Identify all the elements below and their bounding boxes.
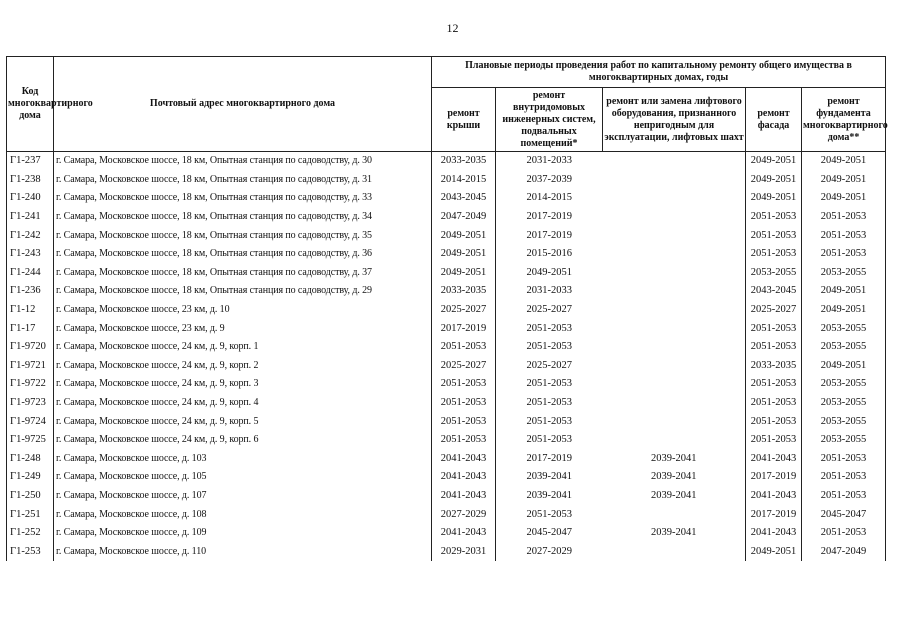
cell-systems: 2037-2039 <box>526 173 572 185</box>
cell-roof: 2033-2035 <box>432 282 496 301</box>
table-row <box>7 524 886 543</box>
cell-systems: 2051-2053 <box>526 415 572 427</box>
cell-facade: 2041-2043 <box>746 487 802 506</box>
cell-code: Г1-241 <box>7 208 54 227</box>
cell-code: Г1-9724 <box>7 412 54 431</box>
cell-roof: 2051-2053 <box>432 394 496 413</box>
table-row <box>7 171 886 190</box>
cell-roof: 2033-2035 <box>432 152 496 171</box>
cell-facade: 2033-2035 <box>746 357 802 376</box>
table-row <box>7 152 886 171</box>
table-row <box>7 245 886 264</box>
cell-elevator <box>603 245 746 264</box>
cell-elevator <box>603 319 746 338</box>
cell-facade: 2041-2043 <box>746 450 802 469</box>
table-row <box>7 282 886 301</box>
table-row <box>7 468 886 487</box>
cell-facade: 2051-2053 <box>746 226 802 245</box>
cell-code: Г1-242 <box>7 226 54 245</box>
table-row <box>7 226 886 245</box>
cell-facade: 2051-2053 <box>746 394 802 413</box>
cell-systems: 2051-2053 <box>526 322 572 334</box>
cell-address: г. Самара, Московское шоссе, 18 км, Опытная станция по садоводству, д. 35 <box>56 229 372 241</box>
cell-address: г. Самара, Московское шоссе, д. 105 <box>56 471 207 483</box>
cell-code: Г1-252 <box>7 524 54 543</box>
cell-roof: 2051-2053 <box>432 412 496 431</box>
table-row <box>7 208 886 227</box>
cell-systems: 2049-2051 <box>526 266 572 278</box>
table-row <box>7 505 886 524</box>
cell-roof: 2025-2027 <box>432 301 496 320</box>
cell-facade: 2049-2051 <box>746 171 802 190</box>
cell-roof: 2041-2043 <box>432 450 496 469</box>
cell-code: Г1-9722 <box>7 375 54 394</box>
cell-foundation: 2051-2053 <box>802 226 886 245</box>
cell-roof: 2049-2051 <box>432 264 496 283</box>
cell-roof: 2047-2049 <box>432 208 496 227</box>
cell-systems: 2051-2053 <box>526 341 572 353</box>
cell-foundation: 2047-2049 <box>802 542 886 561</box>
header-facade: ремонт фасада <box>746 88 802 152</box>
cell-systems: 2039-2041 <box>526 489 572 501</box>
cell-code: Г1-240 <box>7 189 54 208</box>
cell-elevator: 2039-2041 <box>651 489 697 501</box>
table-row <box>7 338 886 357</box>
cell-facade: 2051-2053 <box>746 338 802 357</box>
cell-code: Г1-249 <box>7 468 54 487</box>
table-row <box>7 412 886 431</box>
cell-code: Г1-17 <box>7 319 54 338</box>
cell-elevator <box>603 375 746 394</box>
cell-facade: 2049-2051 <box>746 189 802 208</box>
table-row <box>7 450 886 469</box>
cell-elevator <box>603 412 746 431</box>
cell-roof: 2049-2051 <box>432 245 496 264</box>
cell-roof: 2027-2029 <box>432 505 496 524</box>
table-row <box>7 431 886 450</box>
cell-foundation: 2049-2051 <box>802 357 886 376</box>
cell-address: г. Самара, Московское шоссе, д. 110 <box>56 545 207 557</box>
cell-address: г. Самара, Московское шоссе, 18 км, Опытная станция по садоводству, д. 33 <box>56 192 372 204</box>
cell-facade: 2017-2019 <box>746 505 802 524</box>
cell-address: г. Самара, Московское шоссе, 23 км, д. 9 <box>56 322 225 334</box>
cell-facade: 2053-2055 <box>746 264 802 283</box>
cell-facade: 2051-2053 <box>746 375 802 394</box>
cell-elevator <box>603 505 746 524</box>
cell-foundation: 2049-2051 <box>802 189 886 208</box>
cell-systems: 2031-2033 <box>526 285 572 297</box>
cell-roof: 2014-2015 <box>432 171 496 190</box>
cell-code: Г1-9725 <box>7 431 54 450</box>
cell-facade: 2041-2043 <box>746 524 802 543</box>
cell-systems: 2014-2015 <box>526 192 572 204</box>
cell-code: Г1-9720 <box>7 338 54 357</box>
cell-address: г. Самара, Московское шоссе, 18 км, Опытная станция по садоводству, д. 36 <box>56 248 372 260</box>
cell-foundation: 2051-2053 <box>802 524 886 543</box>
cell-elevator: 2039-2041 <box>651 471 697 483</box>
cell-facade: 2051-2053 <box>746 319 802 338</box>
cell-address: г. Самара, Московское шоссе, д. 107 <box>56 489 207 501</box>
cell-foundation: 2053-2055 <box>802 375 886 394</box>
cell-foundation: 2051-2053 <box>802 245 886 264</box>
cell-code: Г1-253 <box>7 542 54 561</box>
cell-systems: 2051-2053 <box>526 397 572 409</box>
cell-roof: 2017-2019 <box>432 319 496 338</box>
cell-address: г. Самара, Московское шоссе, 18 км, Опытная станция по садоводству, д. 34 <box>56 211 372 223</box>
cell-code: Г1-237 <box>7 152 54 171</box>
cell-elevator <box>603 394 746 413</box>
cell-roof: 2051-2053 <box>432 431 496 450</box>
table-row <box>7 301 886 320</box>
cell-facade: 2051-2053 <box>746 412 802 431</box>
table-row <box>7 487 886 506</box>
header-periods: Плановые периоды проведения работ по капитальному ремонту общего имущества в многоквартирных домах, годы <box>432 57 886 88</box>
table-body <box>7 152 886 562</box>
cell-foundation: 2045-2047 <box>802 505 886 524</box>
cell-roof: 2051-2053 <box>432 375 496 394</box>
cell-code: Г1-9721 <box>7 357 54 376</box>
cell-address: г. Самара, Московское шоссе, 23 км, д. 10 <box>56 304 230 316</box>
cell-code: Г1-244 <box>7 264 54 283</box>
cell-address: г. Самара, Московское шоссе, д. 109 <box>56 527 207 539</box>
cell-roof: 2049-2051 <box>432 226 496 245</box>
cell-roof: 2041-2043 <box>432 524 496 543</box>
cell-code: Г1-12 <box>7 301 54 320</box>
cell-systems: 2051-2053 <box>526 378 572 390</box>
cell-foundation: 2051-2053 <box>802 487 886 506</box>
table-row <box>7 264 886 283</box>
cell-code: Г1-236 <box>7 282 54 301</box>
table-header <box>7 57 886 152</box>
cell-systems: 2025-2027 <box>526 304 572 316</box>
cell-foundation: 2053-2055 <box>802 319 886 338</box>
cell-foundation: 2049-2051 <box>802 152 886 171</box>
cell-address: г. Самара, Московское шоссе, 24 км, д. 9, корп. 4 <box>56 397 259 409</box>
cell-facade: 2051-2053 <box>746 431 802 450</box>
cell-foundation: 2053-2055 <box>802 338 886 357</box>
cell-code: Г1-9723 <box>7 394 54 413</box>
cell-address: г. Самара, Московское шоссе, 18 км, Опытная станция по садоводству, д. 30 <box>54 152 432 171</box>
cell-foundation: 2053-2055 <box>802 394 886 413</box>
cell-facade: 2049-2051 <box>746 542 802 561</box>
cell-foundation: 2053-2055 <box>802 431 886 450</box>
cell-systems: 2051-2053 <box>526 508 572 520</box>
cell-roof: 2041-2043 <box>432 468 496 487</box>
cell-roof: 2029-2031 <box>432 542 496 561</box>
cell-foundation: 2053-2055 <box>802 412 886 431</box>
header-elevator: ремонт или замена лифтового оборудования, признанного непригодным для эксплуатации, лифтовых шахт <box>603 88 746 152</box>
cell-systems: 2017-2019 <box>526 452 572 464</box>
cell-address: г. Самара, Московское шоссе, 24 км, д. 9, корп. 3 <box>56 378 259 390</box>
table-row <box>7 542 886 561</box>
cell-elevator <box>603 264 746 283</box>
cell-elevator <box>603 357 746 376</box>
cell-address: г. Самара, Московское шоссе, д. 103 <box>56 452 207 464</box>
cell-elevator <box>603 152 746 171</box>
cell-code: Г1-238 <box>7 171 54 190</box>
cell-facade: 2025-2027 <box>746 301 802 320</box>
cell-facade: 2049-2051 <box>746 152 802 171</box>
cell-elevator <box>603 338 746 357</box>
cell-code: Г1-243 <box>7 245 54 264</box>
cell-elevator <box>603 431 746 450</box>
cell-elevator: 2039-2041 <box>651 527 697 539</box>
cell-foundation: 2049-2051 <box>802 301 886 320</box>
header-address: Почтовый адрес многоквартирного дома <box>54 57 432 152</box>
header-roof: ремонт крыши <box>432 88 496 152</box>
cell-foundation: 2051-2053 <box>802 208 886 227</box>
cell-systems: 2025-2027 <box>526 359 572 371</box>
cell-roof: 2041-2043 <box>432 487 496 506</box>
cell-facade: 2017-2019 <box>746 468 802 487</box>
cell-address: г. Самара, Московское шоссе, 24 км, д. 9, корп. 2 <box>56 359 259 371</box>
cell-foundation: 2053-2055 <box>802 264 886 283</box>
table-row <box>7 394 886 413</box>
cell-elevator <box>603 189 746 208</box>
cell-foundation: 2051-2053 <box>802 450 886 469</box>
cell-code: Г1-250 <box>7 487 54 506</box>
cell-foundation: 2049-2051 <box>802 282 886 301</box>
cell-foundation: 2049-2051 <box>802 171 886 190</box>
header-systems: ремонт внутридомовых инженерных систем, подвальных помещений* <box>496 88 603 152</box>
cell-systems: 2017-2019 <box>526 229 572 241</box>
repair-schedule-table <box>6 56 886 561</box>
cell-address: г. Самара, Московское шоссе, 24 км, д. 9, корп. 1 <box>56 341 259 353</box>
cell-elevator <box>603 226 746 245</box>
cell-elevator <box>603 542 746 561</box>
cell-address: г. Самара, Московское шоссе, 18 км, Опытная станция по садоводству, д. 37 <box>56 266 372 278</box>
header-code: Код многоквартирного дома <box>7 57 54 152</box>
cell-elevator <box>603 171 746 190</box>
header-foundation: ремонт фундамента многоквартирного дома** <box>802 88 886 152</box>
cell-address: г. Самара, Московское шоссе, 24 км, д. 9, корп. 6 <box>56 434 259 446</box>
cell-facade: 2051-2053 <box>746 245 802 264</box>
cell-systems: 2051-2053 <box>526 434 572 446</box>
cell-systems: 2039-2041 <box>526 471 572 483</box>
cell-systems: 2015-2016 <box>526 248 572 260</box>
cell-elevator <box>603 208 746 227</box>
cell-roof: 2043-2045 <box>432 189 496 208</box>
cell-address: г. Самара, Московское шоссе, д. 108 <box>56 508 207 520</box>
cell-address: г. Самара, Московское шоссе, 18 км, Опытная станция по садоводству, д. 29 <box>56 285 372 297</box>
cell-address: г. Самара, Московское шоссе, 18 км, Опытная станция по садоводству, д. 31 <box>56 173 372 185</box>
cell-code: Г1-248 <box>7 450 54 469</box>
cell-elevator <box>603 282 746 301</box>
table-row <box>7 357 886 376</box>
cell-systems: 2017-2019 <box>526 211 572 223</box>
table-row <box>7 319 886 338</box>
table-row <box>7 189 886 208</box>
page-number: 12 <box>446 21 459 35</box>
cell-address: г. Самара, Московское шоссе, 24 км, д. 9, корп. 5 <box>56 415 259 427</box>
cell-systems: 2031-2033 <box>496 152 603 171</box>
cell-facade: 2051-2053 <box>746 208 802 227</box>
cell-foundation: 2051-2053 <box>802 468 886 487</box>
cell-code: Г1-251 <box>7 505 54 524</box>
cell-systems: 2027-2029 <box>526 545 572 557</box>
cell-elevator: 2039-2041 <box>651 452 697 464</box>
cell-elevator <box>603 301 746 320</box>
cell-systems: 2045-2047 <box>526 527 572 539</box>
cell-roof: 2051-2053 <box>432 338 496 357</box>
cell-facade: 2043-2045 <box>746 282 802 301</box>
table-row <box>7 375 886 394</box>
cell-roof: 2025-2027 <box>432 357 496 376</box>
